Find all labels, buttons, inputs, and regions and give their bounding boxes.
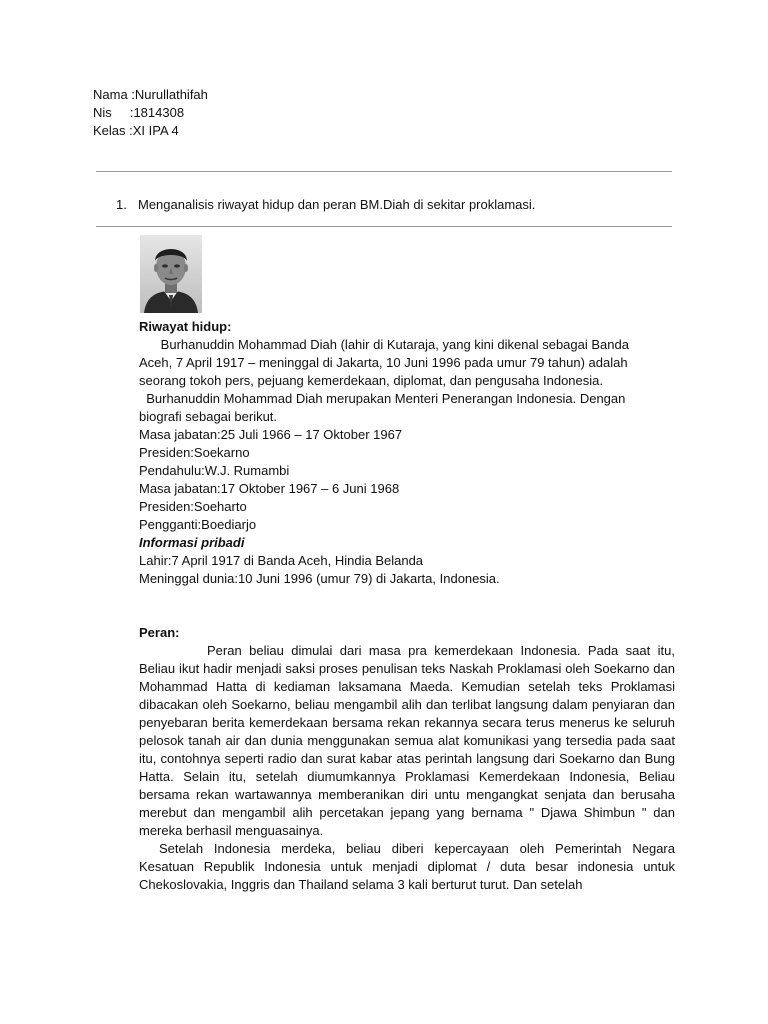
student-class: Kelas :XI IPA 4 <box>93 123 179 138</box>
student-info <box>93 86 208 140</box>
portrait-photo <box>140 235 202 313</box>
info-line: Lahir:7 April 1917 di Banda Aceh, Hindia Belanda <box>139 553 424 568</box>
peran-paragraph-2: Setelah Indonesia merdeka, beliau diberi kepercayaan oleh Pemerintah Negara Kesatuan Republik Indonesia untuk menjadi diplomat / duta besar indonesia untuk Chekoslovakia, Inggris dan Thailand selama 3 kali berturut turut. Dan setelah <box>139 841 675 892</box>
student-name: Nama :Nurullathifah <box>93 87 208 102</box>
info-line: Meninggal dunia:10 Juni 1996 (umur 79) di Jakarta, Indonesia. <box>139 571 500 586</box>
student-nis: Nis :1814308 <box>93 105 185 120</box>
content-body <box>139 318 675 894</box>
info-heading: Informasi pribadi <box>139 535 245 550</box>
peran-paragraph-1: Peran beliau dimulai dari masa pra kemerdekaan Indonesia. Pada saat itu, Beliau ikut hadir menjadi saksi proses penulisan teks Naskah Proklamasi oleh Soekarno dan Mohammad Hatta di kediaman laksamana Maeda. Kemudian setelah teks Proklamasi dibacakan oleh Soekarno, beliau mengambil alih dan terlibat langsung dalam penyiaran dan penyebaran berita kemerdekaan bersama rekan rekannya secara terus menerus ke seluruh pelosok tanah air dan dunia menggunakan semua alat komunikasi yang tersedia pada saat itu, contohnya seperti radio dan surat kabar atas perintah langsung dari Soekarno dan Bung Hatta. Selain itu, setelah diumumkannya Proklamasi Kemerdekaan Indonesia, Beliau bersama rekan wartawannya memberanikan diri untu mengangkat senjata dan berusaha merebut dan mengambil alih percetakan jepang yang bernama " Djawa Shimbun " dan mereka berhasil menguasainya. <box>139 643 675 838</box>
riwayat-line: Masa jabatan:17 Oktober 1967 – 6 Juni 1968 <box>139 481 400 496</box>
riwayat-line: Burhanuddin Mohammad Diah merupakan Menteri Penerangan Indonesia. Dengan <box>139 391 626 406</box>
riwayat-line: Presiden:Soekarno <box>139 445 250 460</box>
riwayat-line: Masa jabatan:25 Juli 1966 – 17 Oktober 1967 <box>139 427 403 442</box>
question-item <box>116 196 535 214</box>
riwayat-line: Pengganti:Boediarjo <box>139 517 257 532</box>
question-number: 1. <box>116 197 127 212</box>
riwayat-line: Burhanuddin Mohammad Diah (lahir di Kutaraja, yang kini dikenal sebagai Banda <box>139 337 629 352</box>
riwayat-line: Pendahulu:W.J. Rumambi <box>139 463 290 478</box>
question-text: Menganalisis riwayat hidup dan peran BM.Diah di sekitar proklamasi. <box>138 197 536 212</box>
riwayat-line: biografi sebagai berikut. <box>139 409 278 424</box>
riwayat-line: seorang tokoh pers, pejuang kemerdekaan, diplomat, dan pengusaha Indonesia. <box>139 373 603 388</box>
riwayat-line: Aceh, 7 April 1917 – meninggal di Jakarta, 10 Juni 1996 pada umur 79 tahun) adalah <box>139 355 628 370</box>
riwayat-heading: Riwayat hidup: <box>139 319 232 334</box>
portrait-image <box>140 235 202 313</box>
bottom-divider <box>96 226 672 227</box>
top-divider <box>96 171 672 172</box>
peran-body <box>139 642 675 894</box>
peran-heading: Peran: <box>139 625 180 640</box>
riwayat-line: Presiden:Soeharto <box>139 499 247 514</box>
